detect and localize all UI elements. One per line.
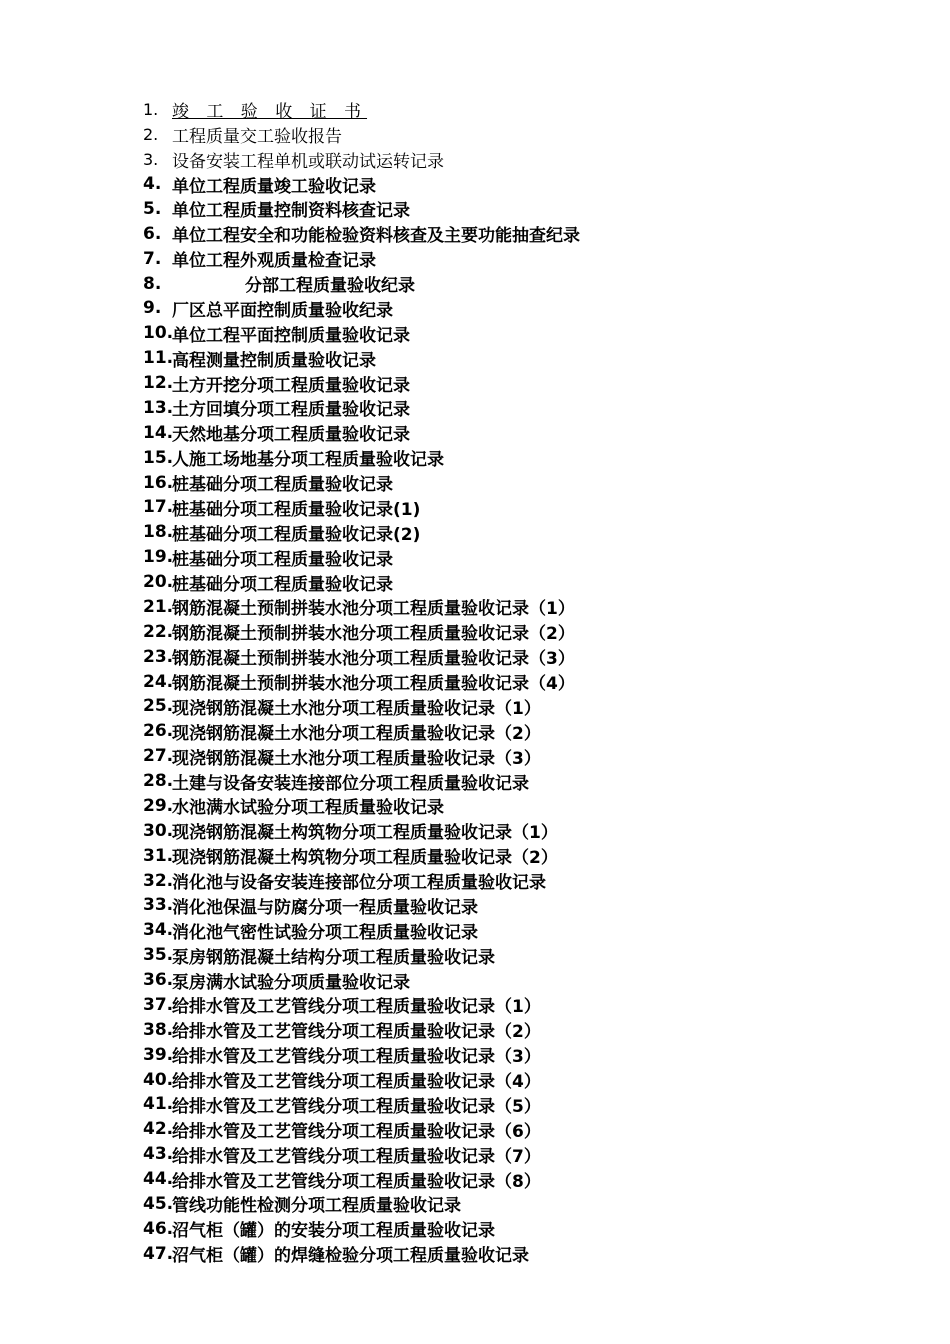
item-title: 单位工程质量控制资料核查记录 <box>172 201 410 222</box>
item-number: 15. <box>143 447 174 468</box>
list-item <box>143 172 923 197</box>
item-number: 9. <box>143 298 162 319</box>
item-title: 土方开挖分项工程质量验收记录 <box>172 375 410 396</box>
item-number: 39. <box>143 1044 174 1065</box>
list-item <box>143 1042 923 1067</box>
list-item <box>143 619 923 644</box>
item-number: 21. <box>143 596 174 617</box>
item-title: 桩基础分项工程质量验收记录 <box>172 574 393 595</box>
list-item <box>143 993 923 1018</box>
list-item <box>143 520 923 545</box>
item-number: 40. <box>143 1069 174 1090</box>
list-item <box>143 1167 923 1192</box>
list-item <box>143 1192 923 1217</box>
item-title: 桩基础分项工程质量验收记录 <box>172 549 393 570</box>
item-number: 28. <box>143 771 174 792</box>
item-title: 现浇钢筋混凝土水池分项工程质量验收记录（2） <box>172 723 541 744</box>
item-number: 16. <box>143 472 174 493</box>
list-item <box>143 943 923 968</box>
list-item <box>143 794 923 819</box>
list-item <box>143 769 923 794</box>
item-number: 27. <box>143 746 174 767</box>
list-item <box>143 147 923 172</box>
item-number: 17. <box>143 497 174 518</box>
item-number: 19. <box>143 547 174 568</box>
list-item <box>143 595 923 620</box>
item-number: 6. <box>143 223 162 244</box>
item-title: 高程测量控制质量验收记录 <box>172 350 376 371</box>
item-title: 单位工程外观质量检查记录 <box>172 251 376 272</box>
item-title: 桩基础分项工程质量验收记录(2) <box>172 524 421 545</box>
item-title: 给排水管及工艺管线分项工程质量验收记录（3） <box>172 1047 541 1068</box>
list-item <box>143 420 923 445</box>
list-item <box>143 1067 923 1092</box>
list-item <box>143 918 923 943</box>
list-item <box>143 719 923 744</box>
item-number: 10. <box>143 323 174 344</box>
item-title: 给排水管及工艺管线分项工程质量验收记录（8） <box>172 1171 541 1192</box>
record-list <box>143 97 923 1266</box>
item-title: 水池满水试验分项工程质量验收记录 <box>172 798 444 819</box>
list-item <box>143 545 923 570</box>
item-number: 25. <box>143 696 174 717</box>
item-title: 管线功能性检测分项工程质量验收记录 <box>172 1196 461 1217</box>
item-title: 泵房钢筋混凝土结构分项工程质量验收记录 <box>172 947 495 968</box>
item-title: 单位工程质量竣工验收记录 <box>172 176 376 197</box>
item-number: 12. <box>143 373 174 394</box>
item-title: 给排水管及工艺管线分项工程质量验收记录（6） <box>172 1121 541 1142</box>
list-item <box>143 968 923 993</box>
list-item <box>143 1092 923 1117</box>
item-title: 现浇钢筋混凝土构筑物分项工程质量验收记录（1） <box>172 823 558 844</box>
list-item <box>143 321 923 346</box>
list-item <box>143 1216 923 1241</box>
list-item <box>143 669 923 694</box>
item-title: 竣 工 验 收 证 书 <box>172 101 368 122</box>
list-item <box>143 445 923 470</box>
item-title: 桩基础分项工程质量验收记录 <box>172 475 393 496</box>
item-title: 钢筋混凝土预制拼装水池分项工程质量验收记录（1） <box>172 599 575 620</box>
item-title: 泵房满水试验分项质量验收记录 <box>172 972 410 993</box>
list-item <box>143 570 923 595</box>
list-item <box>143 271 923 296</box>
item-number: 42. <box>143 1119 174 1140</box>
list-item <box>143 296 923 321</box>
item-number: 36. <box>143 970 174 991</box>
item-title: 给排水管及工艺管线分项工程质量验收记录（4） <box>172 1072 541 1093</box>
item-title: 钢筋混凝土预制拼装水池分项工程质量验收记录（4） <box>172 674 575 695</box>
item-number: 43. <box>143 1144 174 1165</box>
item-title: 钢筋混凝土预制拼装水池分项工程质量验收记录（2） <box>172 624 575 645</box>
item-title: 钢筋混凝土预制拼装水池分项工程质量验收记录（3） <box>172 649 575 670</box>
item-title: 现浇钢筋混凝土水池分项工程质量验收记录（3） <box>172 748 541 769</box>
item-number: 3. <box>143 149 159 169</box>
item-number: 38. <box>143 1019 174 1040</box>
item-title: 单位工程平面控制质量验收记录 <box>172 325 410 346</box>
item-number: 26. <box>143 721 174 742</box>
item-number: 35. <box>143 945 174 966</box>
item-title: 沼气柜（罐）的安装分项工程质量验收记录 <box>172 1221 495 1242</box>
item-title: 消化池保温与防腐分项一程质量验收记录 <box>172 897 478 918</box>
item-title: 人施工场地基分项工程质量验收记录 <box>172 450 444 471</box>
list-item <box>143 122 923 147</box>
item-title: 现浇钢筋混凝土水池分项工程质量验收记录（1） <box>172 698 541 719</box>
item-number: 8. <box>143 273 162 294</box>
item-number: 46. <box>143 1218 174 1239</box>
item-number: 1. <box>143 99 159 119</box>
item-number: 44. <box>143 1169 174 1190</box>
item-number: 23. <box>143 646 174 667</box>
list-item <box>143 818 923 843</box>
list-item <box>143 1117 923 1142</box>
item-number: 14. <box>143 422 174 443</box>
item-title: 消化池气密性试验分项工程质量验收记录 <box>172 922 478 943</box>
item-title: 桩基础分项工程质量验收记录(1) <box>172 499 421 520</box>
item-number: 29. <box>143 795 174 816</box>
item-number: 41. <box>143 1094 174 1115</box>
list-item <box>143 1142 923 1167</box>
item-title: 厂区总平面控制质量验收纪录 <box>172 300 393 321</box>
list-item <box>143 843 923 868</box>
list-item <box>143 97 923 122</box>
item-number: 5. <box>143 198 162 219</box>
list-item <box>143 221 923 246</box>
item-number: 33. <box>143 895 174 916</box>
item-number: 34. <box>143 920 174 941</box>
item-number: 22. <box>143 621 174 642</box>
list-item <box>143 371 923 396</box>
list-item <box>143 346 923 371</box>
list-item <box>143 1017 923 1042</box>
item-title: 天然地基分项工程质量验收记录 <box>172 425 410 446</box>
item-number: 30. <box>143 820 174 841</box>
item-number: 47. <box>143 1243 174 1264</box>
item-title: 土方回填分项工程质量验收记录 <box>172 400 410 421</box>
item-title: 分部工程质量验收纪录 <box>245 276 415 297</box>
item-number: 37. <box>143 994 174 1015</box>
item-number: 18. <box>143 522 174 543</box>
item-number: 13. <box>143 397 174 418</box>
item-title: 工程质量交工验收报告 <box>172 126 342 147</box>
item-number: 2. <box>143 124 159 144</box>
item-title: 给排水管及工艺管线分项工程质量验收记录（7） <box>172 1146 541 1167</box>
item-title: 消化池与设备安装连接部位分项工程质量验收记录 <box>172 873 546 894</box>
list-item <box>143 396 923 421</box>
list-item <box>143 197 923 222</box>
item-title: 沼气柜（罐）的焊缝检验分项工程质量验收记录 <box>172 1246 529 1267</box>
list-item <box>143 644 923 669</box>
item-number: 32. <box>143 870 174 891</box>
item-title: 设备安装工程单机或联动试运转记录 <box>172 151 444 172</box>
item-title: 给排水管及工艺管线分项工程质量验收记录（1） <box>172 997 541 1018</box>
item-number: 31. <box>143 845 174 866</box>
list-item <box>143 744 923 769</box>
item-title: 土建与设备安装连接部位分项工程质量验收记录 <box>172 773 529 794</box>
item-number: 11. <box>143 348 174 369</box>
item-number: 7. <box>143 248 162 269</box>
list-item <box>143 893 923 918</box>
item-title: 给排水管及工艺管线分项工程质量验收记录（5） <box>172 1096 541 1117</box>
list-item <box>143 868 923 893</box>
item-title: 给排水管及工艺管线分项工程质量验收记录（2） <box>172 1022 541 1043</box>
item-number: 45. <box>143 1193 174 1214</box>
list-item <box>143 246 923 271</box>
list-item <box>143 495 923 520</box>
list-item <box>143 470 923 495</box>
item-number: 24. <box>143 671 174 692</box>
item-number: 20. <box>143 572 174 593</box>
item-number: 4. <box>143 174 162 195</box>
list-item <box>143 1241 923 1266</box>
list-item <box>143 694 923 719</box>
item-title: 单位工程安全和功能检验资料核查及主要功能抽查纪录 <box>172 226 580 247</box>
item-title: 现浇钢筋混凝土构筑物分项工程质量验收记录（2） <box>172 848 558 869</box>
